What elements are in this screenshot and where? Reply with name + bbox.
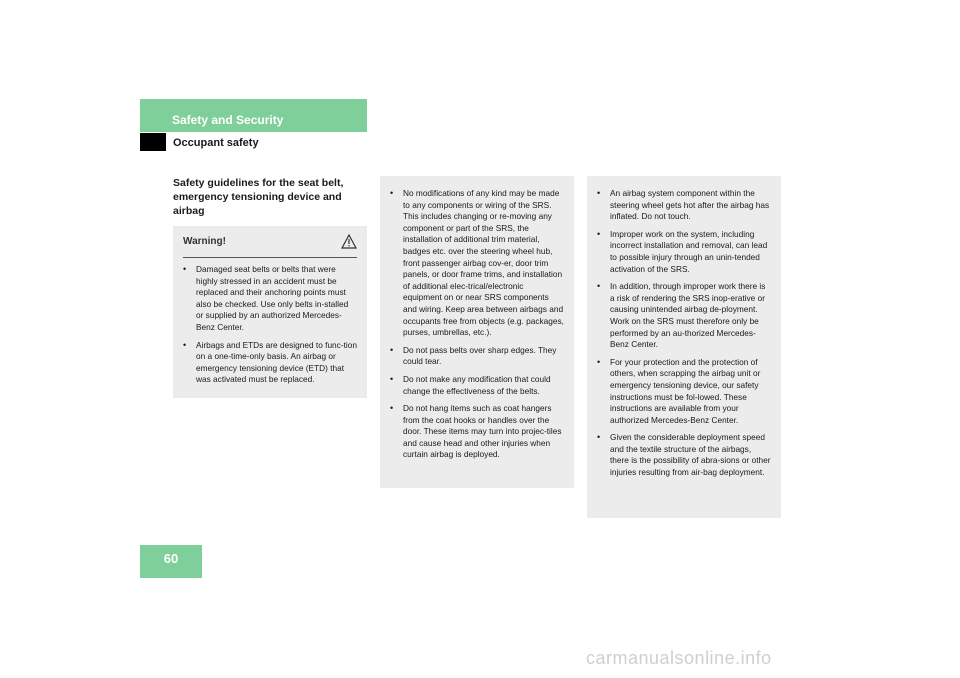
section-title: Safety and Security xyxy=(172,113,284,127)
list-item: • Do not make any modification that could change the effectiveness of the belts. xyxy=(390,374,564,397)
section-header-bar xyxy=(140,99,367,132)
list-item: • In addition, through improper work there is a risk of rendering the SRS inop-erative or causing unintended airbag de-ployment. Work on the SRS must therefore only be performed by an au-thorized Mercedes-Benz Center. xyxy=(597,281,771,351)
subsection-title: Occupant safety xyxy=(173,137,259,149)
warning-header xyxy=(183,226,357,258)
list-item: • For your protection and the protection of others, when scrapping the airbag unit or emergency tensioning device, our safety instructions must be fol-lowed. These instructions are available from your authorized Mercedes-Benz Center. xyxy=(597,357,771,427)
middle-column-box xyxy=(380,176,574,488)
page-heading: Safety guidelines for the seat belt, emergency tensioning device and airbag xyxy=(173,177,344,217)
section-tab-marker xyxy=(140,133,166,151)
list-item: • Damaged seat belts or belts that were highly stressed in an accident must be replaced and their anchoring points must also be checked. Use only belts in-stalled or supplied by an authorized Mercedes-Benz Center. xyxy=(183,264,357,334)
list-item: • No modifications of any kind may be made to any components or wiring of the SRS. This includes changing or re-moving any component or part of the SRS, the installation of additional trim material, badges etc. over the steering wheel hub, front passenger airbag cov-er, door trim panels, or door frame trims, and installation of additional elec-trical/electronic equipment on or near SRS components and wiring. Keep area between airbags and occupants free from objects (e.g. packages, purses, umbrellas, etc.). xyxy=(390,188,564,339)
right-column-list xyxy=(597,188,771,479)
warning-label: Warning! xyxy=(183,236,226,247)
footer-watermark: carmanualsonline.info xyxy=(586,648,772,668)
middle-column-list xyxy=(390,188,564,461)
right-column-box xyxy=(587,176,781,518)
list-item: • Do not hang items such as coat hangers from the coat hooks or handles over the door. These items may turn into projec-tiles and cause head and other injuries when curtain airbag is deployed. xyxy=(390,403,564,461)
warning-triangle-icon xyxy=(341,234,357,249)
list-item: • An airbag system component within the steering wheel gets hot after the airbag has inflated. Do not touch. xyxy=(597,188,771,223)
warning-list xyxy=(183,264,357,386)
list-item: • Do not pass belts over sharp edges. They could tear. xyxy=(390,345,564,368)
list-item: • Improper work on the system, including incorrect installation and removal, can lead to possible injury through an unin-tended activation of the SRS. xyxy=(597,229,771,275)
warning-box xyxy=(173,226,367,398)
page-number: 60 xyxy=(140,545,202,578)
list-item: • Given the considerable deployment speed and the textile structure of the airbags, there is the possibility of abra-sions or other injuries resulting from air-bag deployment. xyxy=(597,432,771,478)
list-item: • Airbags and ETDs are designed to func-tion on a one-time-only basis. An airbag or emergency tensioning device (ETD) that was activated must be replaced. xyxy=(183,340,357,386)
